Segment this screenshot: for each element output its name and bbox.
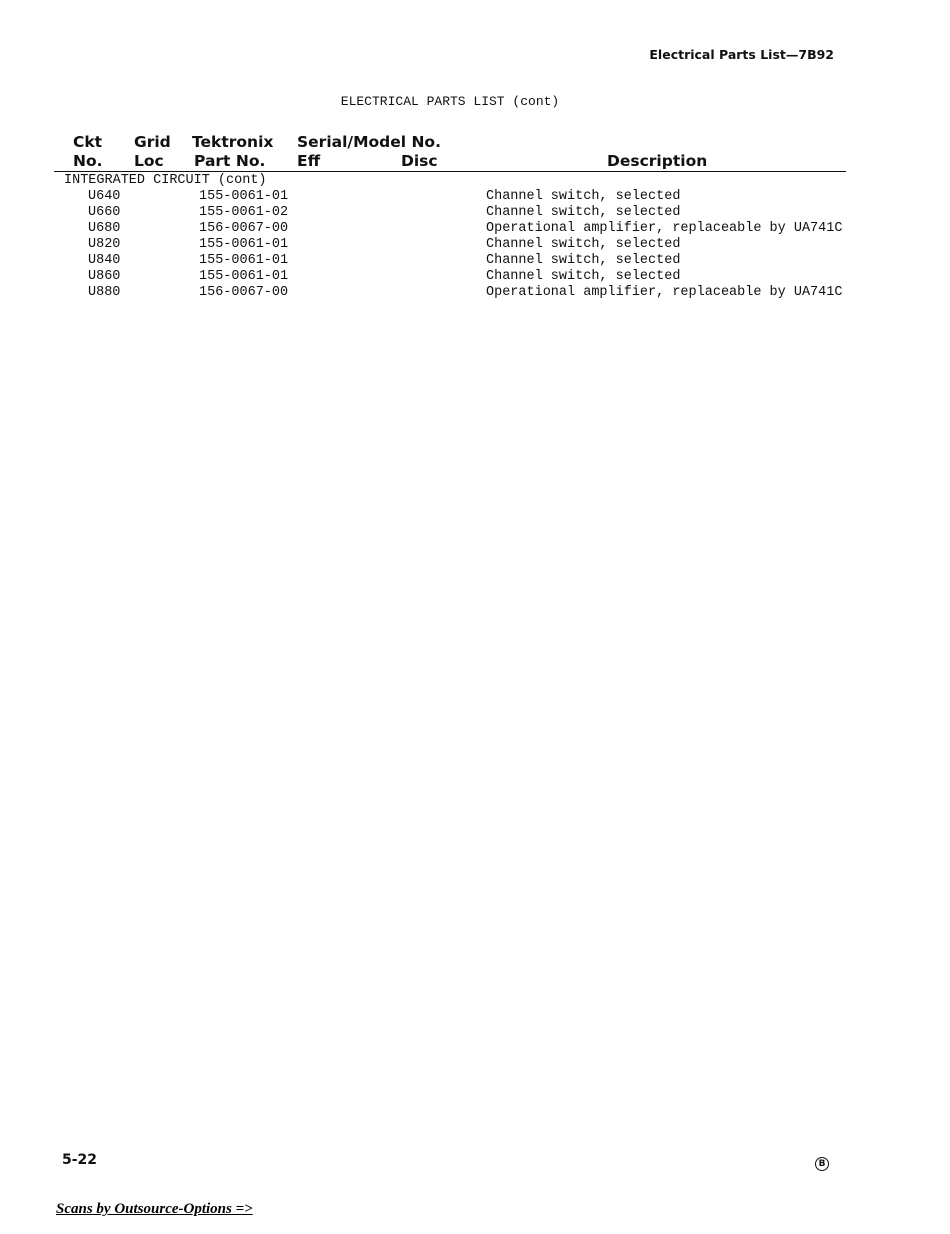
part-description: Operational amplifier, replaceable by UA741C bbox=[486, 221, 843, 236]
header-tektronix-line1: Tektronix bbox=[192, 133, 274, 151]
part-description: Channel switch, selected bbox=[486, 189, 681, 204]
ckt-number: U880 bbox=[88, 285, 121, 300]
header-disc: Disc bbox=[401, 152, 438, 170]
part-description: Channel switch, selected bbox=[486, 237, 681, 252]
part-number: 155-0061-02 bbox=[199, 205, 289, 220]
header-description: Description bbox=[607, 152, 708, 170]
header-grid-line2: Loc bbox=[134, 152, 164, 170]
scans-by-outsource-options-link[interactable]: Scans by Outsource-Options => bbox=[56, 1201, 253, 1217]
ckt-number: U660 bbox=[88, 205, 121, 220]
page-number: 5-22 bbox=[62, 1152, 98, 1168]
ckt-number: U860 bbox=[88, 269, 121, 284]
header-ckt-line1: Ckt bbox=[73, 133, 103, 151]
part-number: 155-0061-01 bbox=[199, 253, 289, 268]
ckt-number: U640 bbox=[88, 189, 121, 204]
part-number: 155-0061-01 bbox=[199, 269, 289, 284]
revision-mark: B bbox=[815, 1157, 829, 1171]
part-description: Channel switch, selected bbox=[486, 205, 681, 220]
part-number: 155-0061-01 bbox=[199, 237, 289, 252]
running-head: Electrical Parts List—7B92 bbox=[649, 47, 834, 62]
ckt-number: U820 bbox=[88, 237, 121, 252]
part-number: 156-0067-00 bbox=[199, 285, 289, 300]
section-title: INTEGRATED CIRCUIT (cont) bbox=[64, 173, 267, 188]
part-description: Channel switch, selected bbox=[486, 269, 681, 284]
header-serial-model: Serial/Model No. bbox=[297, 133, 441, 151]
header-rule bbox=[54, 171, 846, 172]
part-number: 156-0067-00 bbox=[199, 221, 289, 236]
part-description: Operational amplifier, replaceable by UA741C bbox=[486, 285, 843, 300]
list-title: ELECTRICAL PARTS LIST (cont) bbox=[340, 94, 560, 109]
ckt-number: U680 bbox=[88, 221, 121, 236]
header-grid-line1: Grid bbox=[134, 133, 171, 151]
header-tektronix-line2: Part No. bbox=[194, 152, 266, 170]
part-number: 155-0061-01 bbox=[199, 189, 289, 204]
header-eff: Eff bbox=[297, 152, 321, 170]
ckt-number: U840 bbox=[88, 253, 121, 268]
header-ckt-line2: No. bbox=[73, 152, 103, 170]
part-description: Channel switch, selected bbox=[486, 253, 681, 268]
